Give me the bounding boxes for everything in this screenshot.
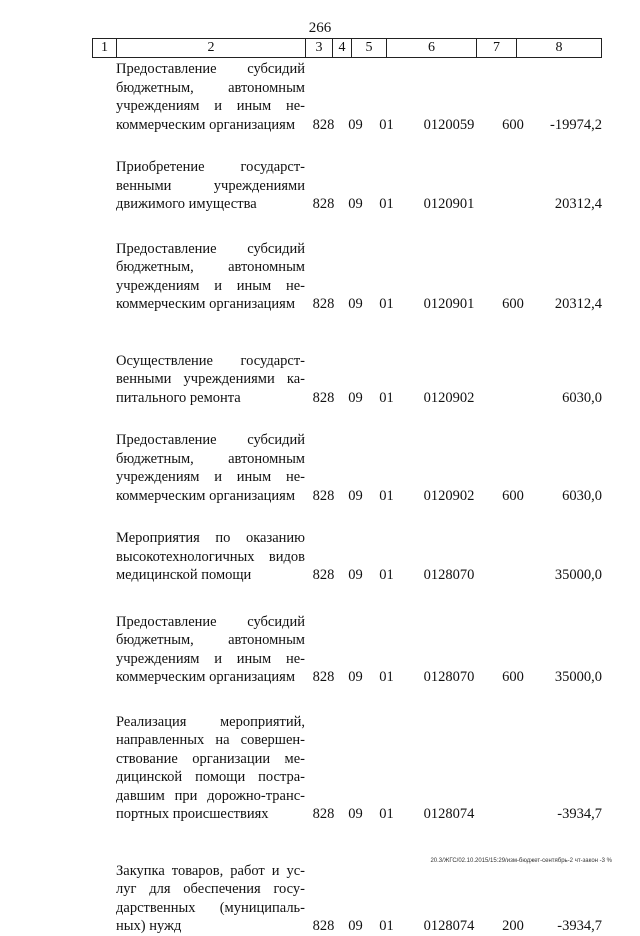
description-line: бюджетным, автономным <box>116 79 305 96</box>
cell-c7: 600 <box>502 487 524 504</box>
description-line: учреждениям и иным не- <box>116 98 305 114</box>
cell-c4: 09 <box>348 196 363 212</box>
table-row <box>116 158 612 214</box>
cell-c5: 01 <box>379 487 394 504</box>
cell-c3: 828 <box>312 918 335 934</box>
description-line: коммерческим организациям <box>116 669 296 685</box>
table-row <box>116 862 612 936</box>
table-row <box>116 352 612 408</box>
cell-c6: 0120902 <box>423 487 475 504</box>
cell-c5: 01 <box>379 918 394 934</box>
cell-c8: 35000,0 <box>554 669 602 685</box>
description-line: учреждениям и иным не- <box>116 650 305 667</box>
table-body <box>116 60 612 936</box>
cell-c5: 01 <box>379 806 394 822</box>
header-col-7: 7 <box>477 39 517 57</box>
description-line: направленных на совершен- <box>116 732 305 748</box>
table-row <box>116 431 612 505</box>
header-col-2: 2 <box>117 39 306 57</box>
cell-c4: 09 <box>348 567 363 583</box>
description-line: высокотехнологичных видов <box>116 548 305 565</box>
footer-stamp: 20.3/ЖГС/02.10.2015/15:29/изм-бюджет-сентябрь-2 чт-закон -3 % <box>430 858 612 864</box>
description-line: учреждениям и иным не- <box>116 469 305 485</box>
description-line: Приобретение государст- <box>116 159 305 175</box>
cell-c5: 01 <box>379 567 394 583</box>
description-line: учреждениям и иным не- <box>116 277 305 294</box>
row-description <box>116 862 305 936</box>
description-line: ствование организации ме- <box>116 750 305 767</box>
cell-c6: 0128074 <box>423 806 475 822</box>
header-col-3: 3 <box>306 39 333 57</box>
cell-c4: 09 <box>348 918 363 934</box>
cell-c8: -3934,7 <box>557 918 602 934</box>
cell-c8: 20312,4 <box>554 296 602 312</box>
description-line: венными учреждениями <box>116 177 305 194</box>
cell-c8: 35000,0 <box>554 567 602 583</box>
header-col-1: 1 <box>93 39 117 57</box>
cell-c6: 0128074 <box>423 918 475 934</box>
cell-c3: 828 <box>312 487 335 504</box>
description-line: луг для обеспечения госу- <box>116 881 305 897</box>
description-line: бюджетным, автономным <box>116 259 305 275</box>
page-number: 266 <box>308 20 332 36</box>
cell-c7: 600 <box>502 116 524 133</box>
row-description <box>116 158 305 214</box>
row-description <box>116 60 305 134</box>
cell-c4: 09 <box>348 806 363 822</box>
cell-c6: 0120902 <box>423 389 475 406</box>
cell-c8: 6030,0 <box>562 487 602 504</box>
header-col-4: 4 <box>333 39 352 57</box>
cell-c7: 600 <box>502 669 524 685</box>
cell-c3: 828 <box>312 567 335 583</box>
description-line: Предоставление субсидий <box>116 432 305 448</box>
cell-c8: -3934,7 <box>557 806 602 822</box>
description-line: Предоставление субсидий <box>116 613 305 630</box>
cell-c4: 09 <box>348 116 363 133</box>
row-description <box>116 240 305 314</box>
header-col-8: 8 <box>555 40 563 55</box>
table-row <box>116 240 612 314</box>
table-row <box>116 60 612 134</box>
description-line: медицинской помощи <box>116 567 252 583</box>
description-line: бюджетным, автономным <box>116 450 305 467</box>
row-description <box>116 431 305 505</box>
row-description <box>116 713 305 824</box>
cell-c6: 0120901 <box>423 196 475 212</box>
description-line: коммерческим организациям <box>116 487 296 504</box>
cell-c5: 01 <box>379 116 394 133</box>
cell-c8: 6030,0 <box>562 389 602 406</box>
row-description <box>116 613 305 687</box>
table-row <box>116 713 612 824</box>
cell-c5: 01 <box>379 296 394 312</box>
cell-c4: 09 <box>348 389 363 406</box>
description-line: дарственных (муниципаль- <box>116 899 305 916</box>
cell-c5: 01 <box>379 669 394 685</box>
cell-c3: 828 <box>312 389 335 406</box>
header-col-5: 5 <box>352 39 387 57</box>
table-row <box>116 529 612 585</box>
description-line: дицинской помощи постра- <box>116 769 305 785</box>
row-description <box>116 352 305 408</box>
description-line: Закупка товаров, работ и ус- <box>116 862 305 879</box>
cell-c6: 0128070 <box>423 669 475 685</box>
cell-c4: 09 <box>348 669 363 685</box>
description-line: портных происшествиях <box>116 806 269 822</box>
cell-c5: 01 <box>379 389 394 406</box>
description-line: движимого имущества <box>116 196 257 212</box>
cell-c3: 828 <box>312 296 335 312</box>
cell-c6: 0128070 <box>423 567 475 583</box>
cell-c7: 600 <box>502 296 524 312</box>
row-description <box>116 529 305 585</box>
description-line: Мероприятия по оказанию <box>116 530 305 546</box>
description-line: ных) нужд <box>116 918 182 934</box>
description-line: бюджетным, автономным <box>116 632 305 648</box>
description-line: Предоставление субсидий <box>116 61 305 77</box>
cell-c4: 09 <box>348 296 363 312</box>
table-header <box>92 38 602 58</box>
cell-c5: 01 <box>379 196 394 212</box>
table-row <box>116 613 612 687</box>
description-line: коммерческим организациям <box>116 116 296 133</box>
description-line: Предоставление субсидий <box>116 240 305 257</box>
cell-c3: 828 <box>312 196 335 212</box>
cell-c6: 0120059 <box>423 116 475 133</box>
header-col-6: 6 <box>387 39 477 57</box>
description-line: питального ремонта <box>116 389 241 406</box>
cell-c6: 0120901 <box>423 296 475 312</box>
description-line: Реализация мероприятий, <box>116 713 305 730</box>
cell-c8: -19974,2 <box>550 116 602 133</box>
cell-c3: 828 <box>312 669 335 685</box>
cell-c8: 20312,4 <box>554 196 602 212</box>
cell-c7: 200 <box>502 918 524 934</box>
description-line: давшим при дорожно-транс- <box>116 787 305 804</box>
cell-c3: 828 <box>312 116 335 133</box>
description-line: Осуществление государст- <box>116 352 305 369</box>
cell-c3: 828 <box>312 806 335 822</box>
description-line: коммерческим организациям <box>116 296 296 312</box>
description-line: венными учреждениями ка- <box>116 371 305 387</box>
cell-c4: 09 <box>348 487 363 504</box>
